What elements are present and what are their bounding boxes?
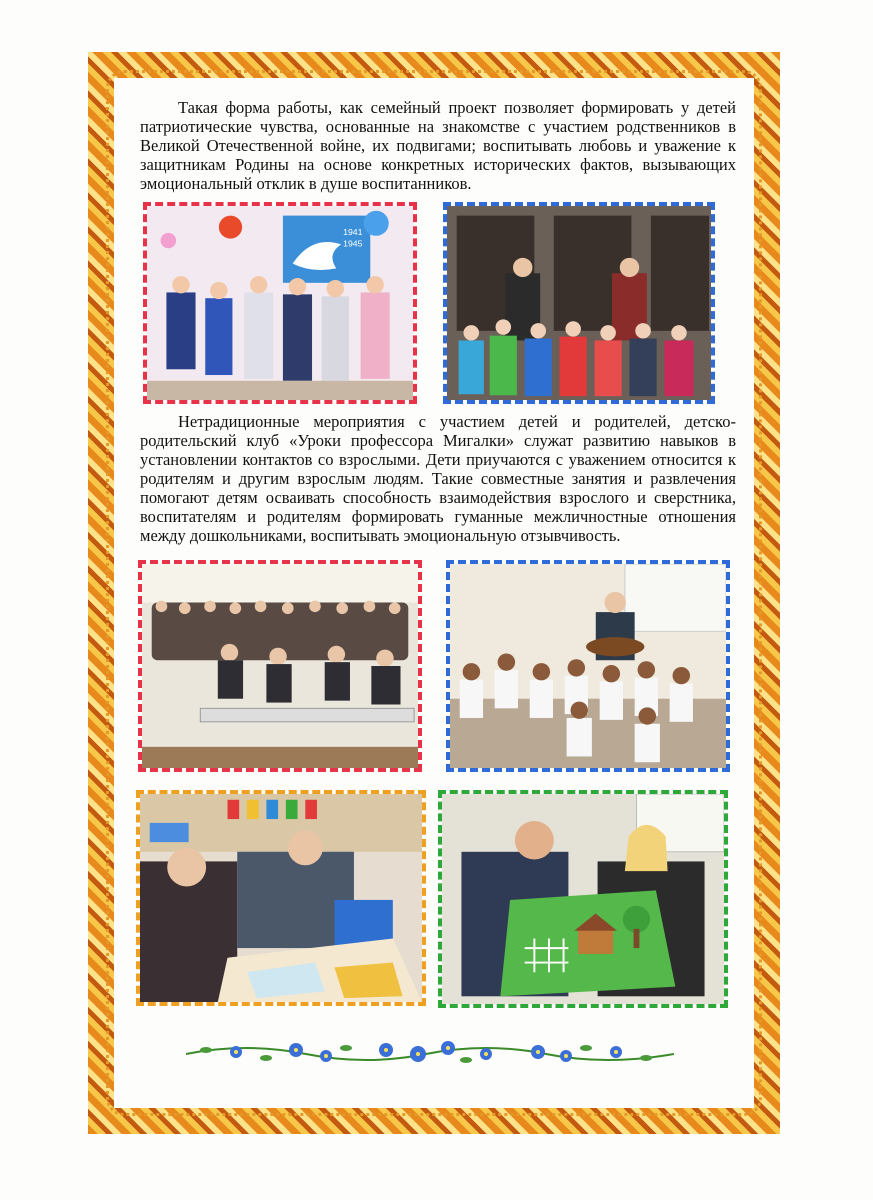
banner-year-bottom: 1945	[343, 238, 363, 249]
floral-garland	[186, 1034, 674, 1070]
photo-memorial-visit	[443, 202, 715, 404]
photo-children-dove-banner	[143, 202, 417, 404]
photo-puppet-theatre	[438, 790, 728, 1008]
photo-parents-meeting	[138, 560, 422, 772]
banner-year-top: 1941	[343, 226, 363, 237]
photo-parents-crafting	[136, 790, 426, 1006]
photo-guitar-children	[446, 560, 730, 772]
paragraph-club-events: Нетрадиционные мероприятия с участием детей и родителей, детско-родительский клуб «Уроки профессора Мигалки» служат развитию навыков в установлении контактов со взрослыми. Дети приучаются с уважением относится к родителям и другим взрослым людям. Такие совместные занятия и развлечения помогают детям осваивать способность взаимодействия взрослого и сверстника, воспитателям и родителям формировать гуманные межличностные отношения между дошкольниками, воспитывать эмоциональную отзывчивость.	[140, 412, 736, 545]
paragraph-family-project: Такая форма работы, как семейный проект позволяет формировать у детей патриотические чувства, основанные на знакомстве с участием родственников в Великой Отечественной войне, их подвигами; воспитывать любовь и уважение к защитникам Родины на основе конкретных исторических фактов, вызывающих эмоциональный отклик в душе воспитанников.	[140, 98, 736, 193]
